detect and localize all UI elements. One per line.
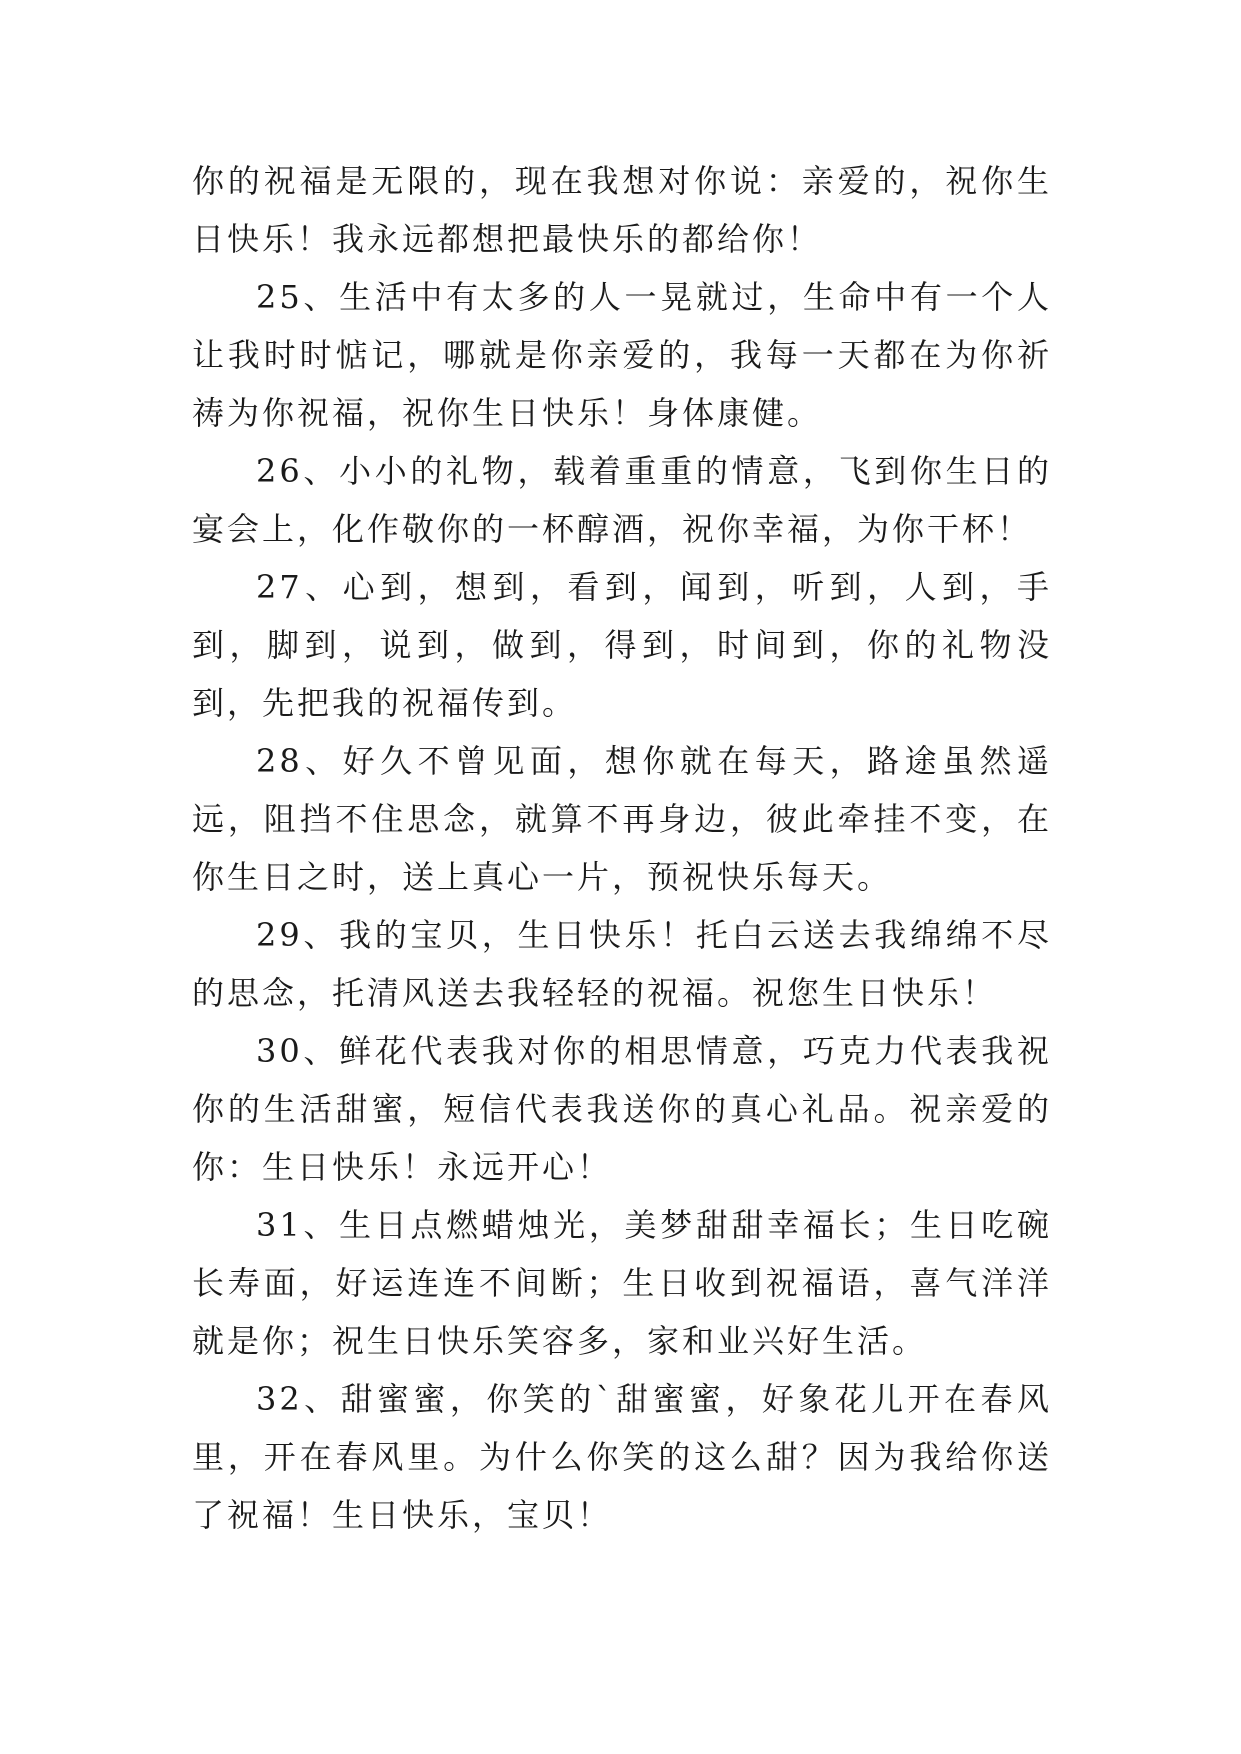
paragraph-item-30: 30、鲜花代表我对你的相思情意，巧克力代表我祝你的生活甜蜜，短信代表我送你的真心礼品。祝亲爱的你：生日快乐！永远开心！ bbox=[192, 1032, 1052, 1186]
paragraph-item-31: 31、生日点燃蜡烛光，美梦甜甜幸福长；生日吃碗长寿面，好运连连不间断；生日收到祝福语，喜气洋洋就是你；祝生日快乐笑容多，家和业兴好生活。 bbox=[192, 1206, 1052, 1360]
document-body bbox=[192, 152, 1052, 1544]
paragraph-item-27: 27、心到，想到，看到，闻到，听到，人到，手到，脚到，说到，做到，得到，时间到，你的礼物没到，先把我的祝福传到。 bbox=[192, 568, 1052, 722]
paragraph-item-32: 32、甜蜜蜜，你笑的`甜蜜蜜，好象花儿开在春风里，开在春风里。为什么你笑的这么甜？因为我给你送了祝福！生日快乐，宝贝！ bbox=[192, 1380, 1052, 1534]
paragraph-item-29: 29、我的宝贝，生日快乐！托白云送去我绵绵不尽的思念，托清风送去我轻轻的祝福。祝您生日快乐！ bbox=[192, 916, 1052, 1012]
paragraph-item-28: 28、好久不曾见面，想你就在每天，路途虽然遥远，阻挡不住思念，就算不再身边，彼此牵挂不变，在你生日之时，送上真心一片，预祝快乐每天。 bbox=[192, 742, 1052, 896]
paragraph-item-25: 25、生活中有太多的人一晃就过，生命中有一个人让我时时惦记，哪就是你亲爱的，我每一天都在为你祈祷为你祝福，祝你生日快乐！身体康健。 bbox=[192, 278, 1052, 432]
paragraph-item-26: 26、小小的礼物，载着重重的情意，飞到你生日的宴会上，化作敬你的一杯醇酒，祝你幸福，为你干杯！ bbox=[192, 452, 1052, 548]
paragraph-continuation: 你的祝福是无限的，现在我想对你说：亲爱的，祝你生日快乐！我永远都想把最快乐的都给你！ bbox=[192, 162, 1052, 258]
